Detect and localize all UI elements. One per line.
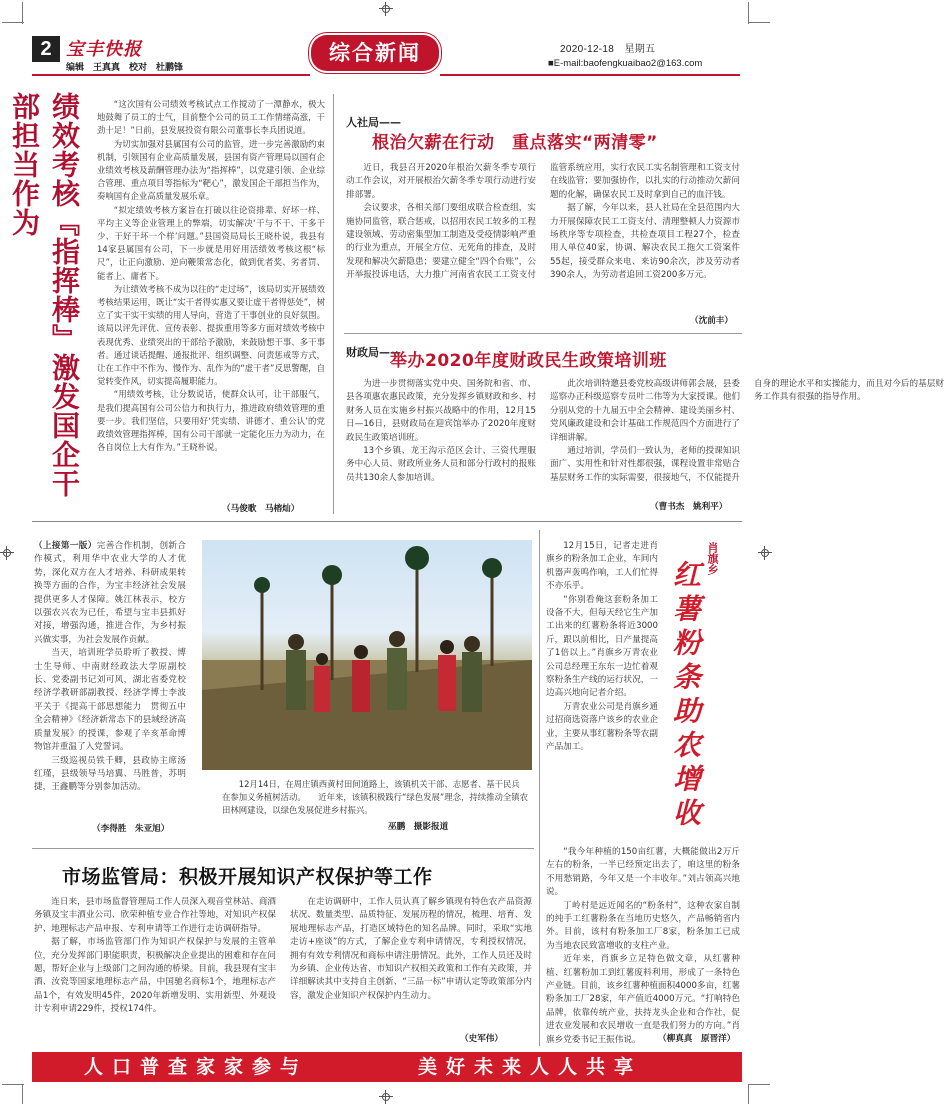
article-divider — [32, 848, 534, 849]
paragraph: 近年来，肖旗乡立足特色做文章，从红薯种植、红薯粉加工到红薯废料利用，形成了一条特色产业链。目前，该乡红薯种植面积4000多亩，红薯粉条加工厂28家，年产值近4000万元。“打响特色品牌，依靠传统产业，扶持龙头企业和合作社，促进农业发展和农民增收一直是我们努力的方向。”肖旗乡党委书记王振伟说。 — [546, 954, 740, 1045]
section-title: 综合新闻 — [329, 41, 421, 65]
paragraph: 为进一步贯彻落实党中央、国务院和省、市、县各项惠农惠民政策，充分发挥乡镇财政和乡、村财务人员在实施乡村振兴战略中的作用，12月15日—16日，县财政局在迎宾馆举办了2020年度财政民生政策培训班。 — [346, 379, 536, 443]
salary-body — [346, 162, 740, 328]
paragraph: 为切实加强对县属国有公司的监管，进一步完善激励约束机制，引领国有企业高质量发展，县国有资产管理局以国有企业绩效考核及薪酬管理办法为“指挥棒”，以党建引领、企业综合管理、重点项目等指标为“靶心”，激发国企干部担当作为，奏响国有企业高质量发展乐章。 — [97, 138, 325, 202]
paragraph: 近日，我县召开2020年根治欠薪冬季专项行动工作会议，对开展根治欠薪冬季专项行动进行安排部署。 — [346, 163, 536, 200]
paragraph: 当天，培训班学员聆听了教授、博士生导师、中南财经政法大学原副校长、党委副书记刘可风，湖北省委党校经济学教研部副教授、经济学博士李波平关于《提高干部思想能力 贯彻五中全会精神》《经济新常态下的县域经济高质量发展》的授课，参观了辛亥革命博物馆并重温了入党誓词。 — [34, 648, 186, 753]
yam-kicker: 肖旗乡 — [706, 542, 719, 575]
paragraph: “这次国有公司绩效考核试点工作搅动了一潭静水，极大地鼓舞了员工的士气，目前整个公司的员工工作情绪高涨，干劲十足！”日前，县发展投资有限公司董事长李兵团说道。 — [97, 99, 325, 136]
paragraph: 据了解，市场监管部门作为知识产权保护与发展的主管单位，充分发挥部门职能职责，积极解决企业提出的困难和存在问题，帮好企业与上级部门之间沟通的桥梁。目前，我县现有宝丰酒、汝瓷等国家地理标志产品，中国驰名商标1个，地理标志产品1个，有效发明45件，2020年新增发明、实用新型、外观设计专利申请229件，授权174件。 — [34, 937, 276, 1015]
left-article-byline: （马俊歌 马榕灿） — [222, 504, 300, 514]
editor-line: 编辑 王真真 校对 杜鹏锋 — [66, 63, 184, 73]
paragraph: “我今年种植的150亩红薯，大概能做出2万斤左右的粉条，一半已经预定出去了，咱这里的粉条不用愁销路，今年又是一个丰收年。”刘占领高兴地说。 — [546, 847, 740, 898]
finance-headline: 举办2020年度财政民生政策培训班 — [390, 351, 667, 371]
paragraph: “你别看俺这套粉条加工设备不大，但每天经它生产加工出来的红薯粉条将近3000斤，跟以前相比，日产量提高了1倍以上。”肖旗乡万青农业公司总经理王东东一边忙着观察粉条生产线的运行状况，一边高兴地向记者介绍。 — [546, 594, 658, 699]
yam-body-bottom — [546, 846, 740, 1046]
section-rule — [32, 521, 742, 522]
market-headline: 市场监管局：积极开展知识产权保护等工作 — [62, 866, 433, 888]
paragraph: 13个乡镇、龙王沟示范区会计、三资代理服务中心人员、财政所业务人员和部分行政村的报账员共130余人参加培训。 — [346, 446, 536, 483]
banner-slogan-right: 美好未来人人共享 — [418, 1056, 643, 1078]
crop-mark — [748, 1084, 749, 1104]
continued-byline: （李得胜 朱亚旭） — [92, 824, 170, 834]
banner-slogan-left: 人口普查家家参与 — [84, 1056, 309, 1078]
paragraph: “拟定绩效考核方案旨在打破以往论资排辈、好坏一样、平均主义等企业管理上的弊端，切实解决‘干与不干、干多干少、干好干坏一个样’问题。”县国资局局长王晓朴说，我县有14家县属国有公司，下一步就是用好用活绩效考核这根“标尺”，让正向激励、逆向鞭策常态化，做到优者奖、劣者罚、能者上、庸者下。 — [97, 204, 325, 281]
crop-mark — [2, 1084, 24, 1085]
salary-kicker: 人社局—— — [346, 116, 401, 129]
paragraph: 此次培训特邀县委党校高级讲师郭会展，县委巡察办正科级巡察专员叶二伟等为大家授课。他们分别从党的十九届五中全会精神、建设美丽乡村、党风廉政建设和会计基础工作规范四个方面进行了详细讲解。 — [550, 379, 740, 443]
crop-mark — [748, 2, 749, 24]
photo-caption: 12月14日，在周庄镇西黄村田间道路上，该镇机关干部、志愿者、基干民兵在参加义务植树活动。 近年来，该镇积极践行“绿色发展”理念，持续推动全镇农田林网建设，以绿色发展促进乡村振兴。 — [222, 779, 528, 815]
paragraph: 12月15日，记者走进肖旗乡的粉条加工企业，车间内机器声轰鸣作响，工人们忙得不亦乐乎。 — [546, 541, 658, 592]
news-photo — [202, 540, 532, 770]
salary-byline: （沈前丰） — [690, 316, 733, 326]
finance-byline: （曹书杰 姚利平） — [650, 502, 728, 512]
section-title-box — [311, 35, 439, 71]
crop-mark — [748, 22, 770, 23]
continued-body — [34, 540, 186, 822]
paper-name: 宝丰快报 — [66, 39, 142, 60]
registration-mark-bottom — [379, 1090, 393, 1104]
tree-planting-illustration — [202, 540, 532, 770]
paragraph: “用绩效考核，让分数说话，使群众认可，让干部服气，是我们提高国有公司公信力和执行力，推进政府绩效管理的重要一步。我们坚信，只要用好‘凭实绩、讲德才、重公认’的党政绩效管理指挥棒，国有公司干部就一定能化压力为动力，在各自岗位上大有作为。”王晓朴说。 — [97, 389, 325, 453]
crop-mark — [22, 2, 23, 24]
column-divider — [333, 94, 334, 514]
finance-body — [346, 378, 944, 512]
paragraph: 丁岭村是远近闻名的“粉条村”，这种农家自制的纯手工红薯粉条在当地历史悠久，产品畅销省内外。目前，该村有粉条加工厂8家，粉条加工已成为当地农民致富增收的支柱产业。 — [546, 900, 740, 951]
paragraph-text: 完善合作机制，创新合作模式，利用华中农业大学的人才优势，深化双方在人才培养、科研成果转换等方面的合作，为宝丰经济社会发展提供更多人才保障。姚江林表示，校方以强农兴农为已任，希望与宝丰县抓好对接，增强沟通，推进合作，为乡村振兴做实事，为社会发展作贡献。 — [34, 541, 186, 645]
paragraph: 会议要求，各相关部门要组成联合检查组，实施协同监管，联合惩戒，以招用农民工较多的工程建设领域、劳动密集型加工制造及受疫情影响严重的行业为重点，开展全方位、无死角的排查，及时发现和解决欠薪隐患；要建立健全“四个台账”，公开举报投诉电话，大力推广河南省农民工工资支付监管系统应用，实行农民工实名制管理和工资支付在线监管；要加强协作，以扎实的行动推动欠薪问题的化解，确保农民工及时拿到自己的血汗钱。 — [346, 163, 740, 281]
paragraph: 三级巡视员铁千卿，县政协主席汤红瑾，县级领导马培翼、马胜普，苏明捷，王鑫鹏等分别参加活动。 — [34, 755, 186, 793]
paragraph: 为让绩效考核不成为以往的“走过场”，该局切实开展绩效考核结果运用，既让“实干者得实惠又要让虚干者得惩处”，树立了实干实干实绩的用人导向，营造了干事创业的良好氛围。该局以评先评优、宣传表彰、提拔重用等多方面对绩效考核中表现优秀、业绩突出的干部给予激励，来鼓励想干事、多干事者。通过谈话提醒、通报批评、组织调整、问责惩戒等方式，让在工作中不作为、慢作为、乱作为的“虚干者”反思警醒，自觉转变作风，切实提高履职能力。 — [97, 283, 325, 387]
crop-mark — [22, 1084, 23, 1104]
paragraph: 通过培训，学员们一致认为，老师的授课知识面广、实用性和针对性都很强，课程设置非常贴合基层财务工作的实际需要，很接地气，不仅能提升自身的理论水平和实操能力，而且对今后的基层财务工作具有很强的指导作用。 — [550, 379, 944, 483]
salary-headline: 根治欠薪在行动 重点落实“两清零” — [372, 133, 658, 153]
left-article-body — [97, 98, 325, 510]
email-line: ■E-mail:baofengkuaibao2@163.com — [548, 58, 703, 69]
issue-date: 2020-12-18 星期五 — [560, 44, 656, 55]
registration-mark-top — [379, 2, 393, 16]
photo-credit: 巫鹏 摄影报道 — [388, 822, 449, 832]
page-number: 2 — [32, 36, 60, 62]
continued-lead: （上接第一版） — [34, 541, 97, 551]
article-divider — [344, 333, 742, 334]
paragraph: 连日来，县市场监督管理局工作人员深入观音堂林站、商酒务镇及宝丰酒业公司、欣荣种植专业合作社等地，对知识产权保护、地理标志产品申报、专利申请等工作进行走访调研指导。 — [34, 897, 276, 934]
registration-mark-left — [0, 546, 14, 560]
footer-banner — [32, 1052, 742, 1082]
yam-byline: （柳真真 原晋洋） — [654, 1032, 735, 1044]
paragraph: 在走访调研中，工作人员认真了解乡镇现有特色农产品资源状况、数量类型、品质特征、发展历程的情况，梳理、培育、发展地理标志产品，打造区域特色的知名品牌。同时，采取“实地走访+座谈”的方式，了解企业专利申请情况，专利授权情况，拥有有效专利情况和商标申请注册情况。此外，工作人员还及时为乡镇、企业传达省、市知识产权相关政策和工作有关政策，并详细解读其中支持自主创新、“三品一标”申请认定等政策部分内容，激发企业知识产权保护内生动力。 — [290, 897, 532, 1001]
paragraph: 据了解，今年以来，县人社局在全县范围内大力开展保障农民工工资支付、清理整顿人力资源市场秩序等专项检查，共检查项目工程27个，检查用人单位40家，协调、解决农民工拖欠工资案件55起，接受群众来电、来访90余次，涉及劳动者390余人，为劳动者追回工资200多万元。 — [550, 203, 740, 281]
yam-body-top — [546, 540, 658, 842]
registration-mark-right — [758, 546, 772, 560]
crop-mark — [2, 22, 24, 23]
crop-mark — [748, 1084, 770, 1085]
yam-headline: 红薯粉条助农增收 — [669, 560, 702, 832]
market-byline: （史军伟） — [456, 1032, 503, 1044]
column-divider — [539, 530, 540, 1046]
header-rule-left — [32, 74, 310, 76]
paragraph: 万青农业公司是肖旗乡通过招商选资落户该乡的农业企业，主要从事红薯粉条等农副产品加工。 — [546, 701, 658, 753]
paragraph — [34, 540, 186, 647]
market-body — [34, 896, 532, 1046]
finance-kicker: 财政局—— — [346, 346, 401, 359]
left-article-headline: 绩效考核『指挥棒』激发国企干部担当作为 — [8, 92, 81, 498]
header-rule-right — [440, 74, 740, 76]
